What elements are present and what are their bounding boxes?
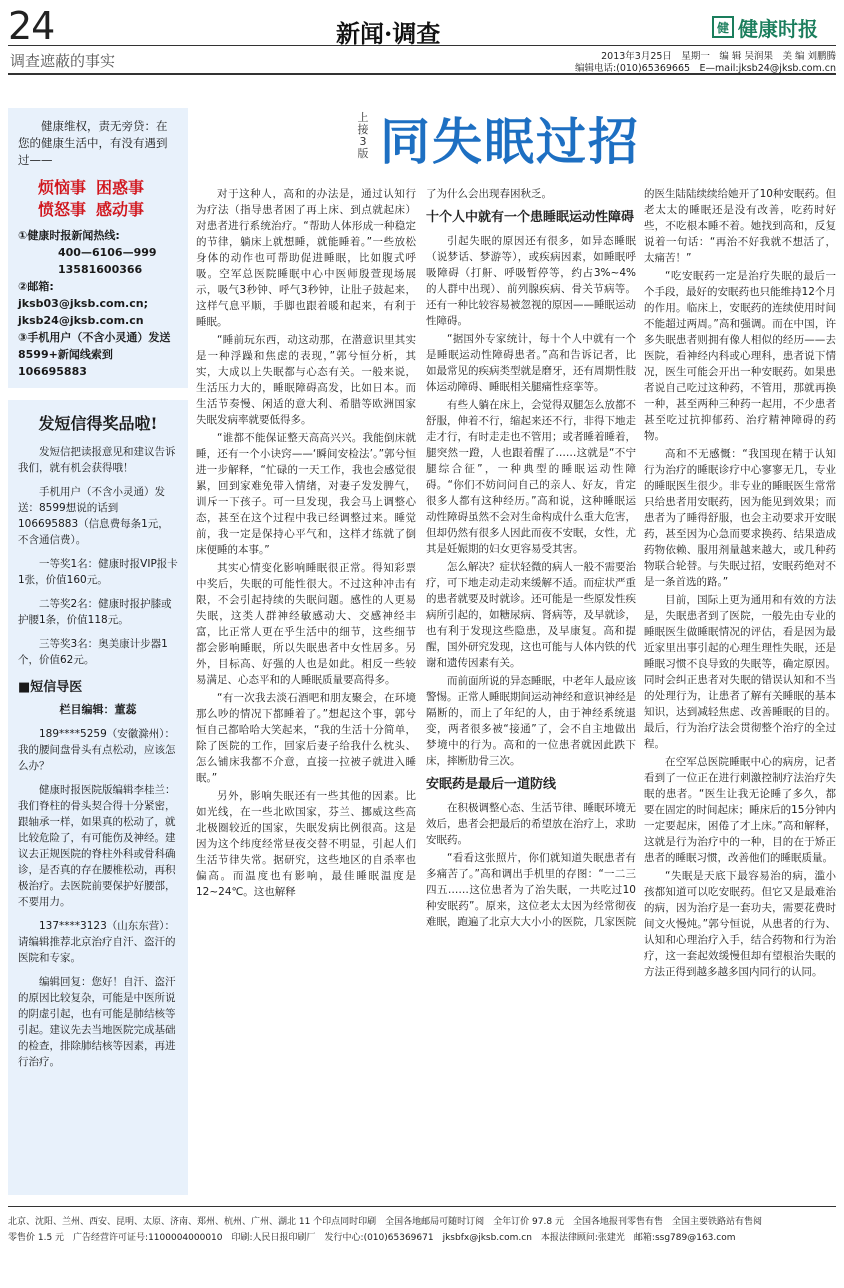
article-column-3 xyxy=(644,186,836,982)
prize-title: 发短信得奖品啦! xyxy=(38,414,158,433)
continued-from: 上接3版 xyxy=(357,111,369,160)
article-column-1 xyxy=(196,186,416,902)
paragraph: 高和不无感慨：“我国现在精于认知行为治疗的睡眠诊疗中心寥寥无几，专业的睡眠医生很少。非专业的睡眠医生常常只给患者用安眠药，因为能见到效果；而患者为了睡得舒服，也会主动要求开安眠药，甚至因为心急而要求换药、结果造成药物依赖、服用剂量越来越大，或几种药物联合轮替。与失眠过招，安眠药绝对不是一条首选的路。” xyxy=(644,448,836,588)
page-number: 24 xyxy=(8,4,55,48)
hotline-info xyxy=(18,227,178,380)
subheading: 十个人中就有一个患睡眠运动性障碍 xyxy=(426,210,635,225)
paragraph: 有些人躺在床上，会觉得双腿怎么放都不舒服，伸着不行，缩起来还不行，非得下地走走才行，有时走走也不管用；或者睡着睡着，腿突然一蹬，人也跟着醒了……这就是“不宁腿综合征”，一种典型的睡眠运动性障碍。“你们不妨问问自己的亲人、好友，肯定很多人都有这种经历。”高和说，这种睡眠运动性障碍虽然不会对生命构成什么重大危害，但却仍然有很多人因此而夜不安眠，女性，尤其是妊娠期的妇女更容易受其害。 xyxy=(426,399,636,555)
paragraph: 在空军总医院睡眠中心的病房，记者看到了一位正在进行刺激控制疗法治疗失眠的患者。“医生让我无论睡了多久，都要在固定的时间起床；睡床后的15分钟内一定要起床，困倦了才上床。”高和解释，这就是行为治疗中的一种，目的在于矫正患者的睡眠习惯，改善他们的睡眠质量。 xyxy=(644,756,836,864)
column-subtitle: 调查遮蔽的事实 xyxy=(10,52,116,70)
prize-text: 三等奖3名：奥美康计步器1个，价值62元。 xyxy=(18,638,168,666)
paragraph: “睡前玩东西，动这动那，在潜意识里其实是一种浮躁和焦虑的表现，”郭兮恒分析，其实，大成以上失眠都与心态有关。一般来说，生活压力大的，睡眠障碍高发，比如日本。而生活节奏慢、闲适的意大利、希腊等欧洲国家失眠发病率就要低得多。 xyxy=(196,334,416,426)
paragraph: “看看这张照片，你们就知道失眠患者有多痛苦了。”高和调出手机里的存图：“一二三四五……这位患者为了治失眠，一共吃过10种安眠药”。原来，这位老太太因为经常彻夜难眠，跑遍了北京大大小小的医院，几家医院 xyxy=(426,852,636,928)
tip-category: 愤怒事 xyxy=(38,200,87,219)
header-rule xyxy=(8,45,836,46)
editor-answer: 健康时报医院版编辑李桂兰：我们脊柱的骨头契合得十分紧密，跟轴承一样，如果真的松动了，就比较危险了，有可能伤及神经。建议去正规医院的脊柱外科或骨科确诊，是否真的存在腰椎松动，再积极治疗。去医院前要保护好腰部，不要用力。 xyxy=(18,784,176,908)
paragraph: 了为什么会出现春困秋乏。 xyxy=(426,188,552,200)
masthead-logo xyxy=(712,14,836,40)
prize-text: 手机用户（不含小灵通）发送：8599想说的话到106695883（信息费每条1元，不含通信费）。 xyxy=(18,486,169,546)
prize-text: 一等奖1名：健康时报VIP报卡1张，价值160元。 xyxy=(18,558,178,586)
editor-contact: 编辑电话:(010)65369665 E—mail:jksb24@jksb.com.cn xyxy=(574,63,836,74)
footer-publisher-info: 零售价 1.5 元 广告经营许可证号:1100004000010 印刷:人民日报印刷厂 发行中心:(010)65369671 jksbfx@jksb.com.cn 本报法律顾问:张建光 邮箱:ssg789@163.com xyxy=(8,1233,736,1243)
editor-answer: 编辑回复：您好！自汗、盗汗的原因比较复杂，可能是中医所说的阴虚引起，也有可能是肺结核等引起。建议先去当地医院完成基础的检查，排除肺结核等因素，再进行治疗。 xyxy=(18,976,176,1068)
tip-intro: 健康维权，责无旁贷：在您的健康生活中，有没有遇到过—— xyxy=(18,119,168,167)
tip-category: 烦恼事 xyxy=(38,178,87,197)
paragraph: “谁都不能保证整天高高兴兴。我能倒床就睡，还有一个小诀窍——‘瞬间安检法’。”郭兮恒进一步解释，“忙碌的一天工作，我也会感觉很累，回到家难免带入情绪，对妻子发发脾气，训斥一下孩子。可一旦发现，我会马上调整心态，甚至在这个过程中我已经调整过来。睡觉前，我一定是保持心平气和，这样才练就了倒床便睡的本事。” xyxy=(196,432,416,556)
section-title: 新闻·调查 xyxy=(336,19,441,48)
paragraph: 引起失眠的原因还有很多，如异态睡眠（说梦话、梦游等），或疾病因素，如睡眠呼吸障碍（打鼾、呼吸暂停等，约占3%~4%的人群中出现）、前列腺疾病、骨关节病等。还有一种比较容易被忽视的原因——睡眠运动性障碍。 xyxy=(426,235,636,327)
paragraph: 另外，影响失眠还有一些其他的因素。比如光线，在一些北欧国家，芬兰、挪威这些高北极圈较近的国家，失眠发病比例很高。这是因为这个纬度经常昼夜交替不明显，引起人们生活节律失常。据研究，这些地区的自杀率也偏高。而温度也有影响，最佳睡眠温度是12~24℃。这也解释 xyxy=(196,790,416,898)
paragraph: 而前面所说的异态睡眠，中老年人最应该警惕。正常人睡眠期间运动神经和意识神经是隔断的，而上了年纪的人，由于神经系统退变，两者很多被“接通”了，会不自主地做出梦境中的行为。高和的一位患者就因此跌下床，摔断肋骨三次。 xyxy=(426,675,636,767)
subheading: 安眠药是最后一道防线 xyxy=(426,777,557,792)
paragraph: 的医生陆陆续续给她开了10种安眠药。但老太太的睡眠还是没有改善，吃药时好些，不吃根本睡不着。她找到高和，反复说着一句话：“再治不好我就不想活了，太痛苦！” xyxy=(644,188,836,264)
prize-text: 二等奖2名：健康时报护膝或护腰1条，价值118元。 xyxy=(18,598,172,626)
hotline-number: 13581600366 xyxy=(58,263,143,276)
paragraph: 怎么解决？症状轻微的病人一般不需要治疗，可下地走动走动来缓解不适。而症状严重的患者就要及时就诊。还可能是一些原发性疾病所引起的，如糖尿病、肾病等，及早就诊，也有利于发现这些隐患，及早康复。高和提醒，国外研究发现，这也可能与人体内铁的代谢和遗传因素有关。 xyxy=(426,561,636,669)
sms-guide-heading: ■短信导医 xyxy=(18,680,83,695)
sms-info: ③手机用户（不含小灵通）发送8599+新闻线索到106695883 xyxy=(18,331,171,378)
prize-text: 发短信把读报意见和建议告诉我们，就有机会获得哦！ xyxy=(18,446,176,474)
tip-category: 感动事 xyxy=(96,200,145,219)
reader-question: 137****3123（山东东营）：请编辑推荐北京治疗自汗、盗汗的医院和专家。 xyxy=(18,920,176,964)
paragraph: 在积极调整心态、生活节律、睡眠环境无效后，患者会把最后的希望放在治疗上，求助安眠药。 xyxy=(426,802,636,846)
mail-info: ②邮箱: jksb03@jksb.com.cn; jksb24@jksb.com.cn xyxy=(18,280,148,327)
tip-categories xyxy=(38,177,178,221)
paragraph: 其实心情变化影响睡眠很正常。得知彩票中奖后，失眠的可能性很大。不过这种冲击有限，不会引起持续的失眠问题。感性的人更易失眠，这类人群神经敏感动大、交感神经丰富，比正常人更在乎生活中的细节，这些细节都会影响睡眠，所以失眠患者中女性居多。另外，目标高、好强的人也是如此。相反一些较易满足、心态平和的人睡眠质量要高得多。 xyxy=(196,562,416,686)
hotline-number: 400—6106—999 xyxy=(58,246,157,259)
article-headline: 同失眠过招 xyxy=(380,113,640,171)
footer-print-info: 北京、沈阳、兰州、西安、昆明、太原、济南、郑州、杭州、广州、湖北 11 个印点同时印刷 全国各地邮局可随时订阅 全年订价 97.8 元 全国各地报刊零售有售 全国主要铁路站有售阅 xyxy=(8,1217,762,1227)
paragraph: “吃安眠药一定是治疗失眠的最后一个手段，最好的安眠药也只能维持12个月的作用。临床上，安眠药的连续使用时间不能超过两周。”高和强调。而在中国，许多失眠患者则拥有像人相似的经历——去医院，看神经内科或心理科，患者说下情况，医生可能会开出一种安眠药。如果患者说自己吃过这种药，不管用，那就再换一种，甚至两种三种药一起用，不少患者甚至吃过抗抑郁药、治疗精神障碍的药物。 xyxy=(644,270,836,442)
column-editor: 栏目编辑：董蕊 xyxy=(59,703,137,716)
paragraph: 对于这种人，高和的办法是，通过认知行为疗法（指导患者困了再上床、到点就起床）对患者进行系统治疗。“帮助人体形成一种稳定的节律，躺床上就想睡，就能睡着。”一些放松身体的动作也可帮助促进睡眠，比如腹式呼吸。空军总医院睡眠中心中医师殷萱现场展示，吸气3秒钟、呼气3秒钟，让肚子鼓起来，这样气息平顺，手脚也跟着暖和起来，有利于睡眠。 xyxy=(196,188,416,328)
logo-text: 健康时报 xyxy=(738,16,818,41)
header-rule-thick xyxy=(8,73,836,75)
hotline-label: ①健康时报新闻热线: xyxy=(18,229,120,242)
news-tip-box xyxy=(8,108,188,388)
article-column-2 xyxy=(426,186,636,932)
tip-category: 困惑事 xyxy=(96,178,145,197)
prize-box xyxy=(8,400,188,1195)
footer-rule xyxy=(8,1206,836,1207)
paragraph: “失眠是天底下最容易治的病，滥小孩都知道可以吃安眠药。但它又是最难治的病，因为治疗是一套功夫，需要花费时间文火慢炖。”郭兮恒说，从患者的行为、认知和心理治疗入手，结合药物和行为治疗，这一套起效缓慢但却有望根治失眠的方法正得到越多越多国内同行的认同。 xyxy=(644,870,836,978)
reader-question: 189****5259（安徽滁州）：我的腰间盘骨头有点松动，应该怎么办？ xyxy=(18,728,176,772)
paragraph: “据国外专家统计，每十个人中就有一个是睡眠运动性障碍患者。”高和告诉记者，比如最常见的疾病类型就是磨牙，还有周期性肢体运动障碍、睡眠相关腿痛性痉挛等。 xyxy=(426,333,636,393)
issue-meta: 2013年3月25日 星期一 编 辑 吴润果 美 编 刘鹏腾 xyxy=(601,51,836,62)
logo-icon: 健 xyxy=(712,16,734,38)
paragraph: “有一次我去淡石酒吧和朋友聚会，在环境那么吵的情况下都睡着了。”想起这个事，郭兮恒自己都哈哈大笑起来，“我的生活十分简单，除了医院的工作，回家后妻子给我什么枕头、怎么铺床我都不介意，直接一拉被子就进入睡眠。” xyxy=(196,692,416,784)
paragraph: 目前，国际上更为通用和有效的方法是，失眠患者到了医院，一般先由专业的睡眠医生做睡眠情况的评估，看是因为最近家里出事引起的心理生理性失眠，还是睡眠习惯不良导致的失眠等，确定原因。同时会纠正患者对失眠的错误认知和不当的处理行为，让患者了解有关睡眠的基本知识，达到减轻焦虑、改善睡眠的目的。最后，行为治疗法会贯彻整个治疗的全过程。 xyxy=(644,594,836,750)
